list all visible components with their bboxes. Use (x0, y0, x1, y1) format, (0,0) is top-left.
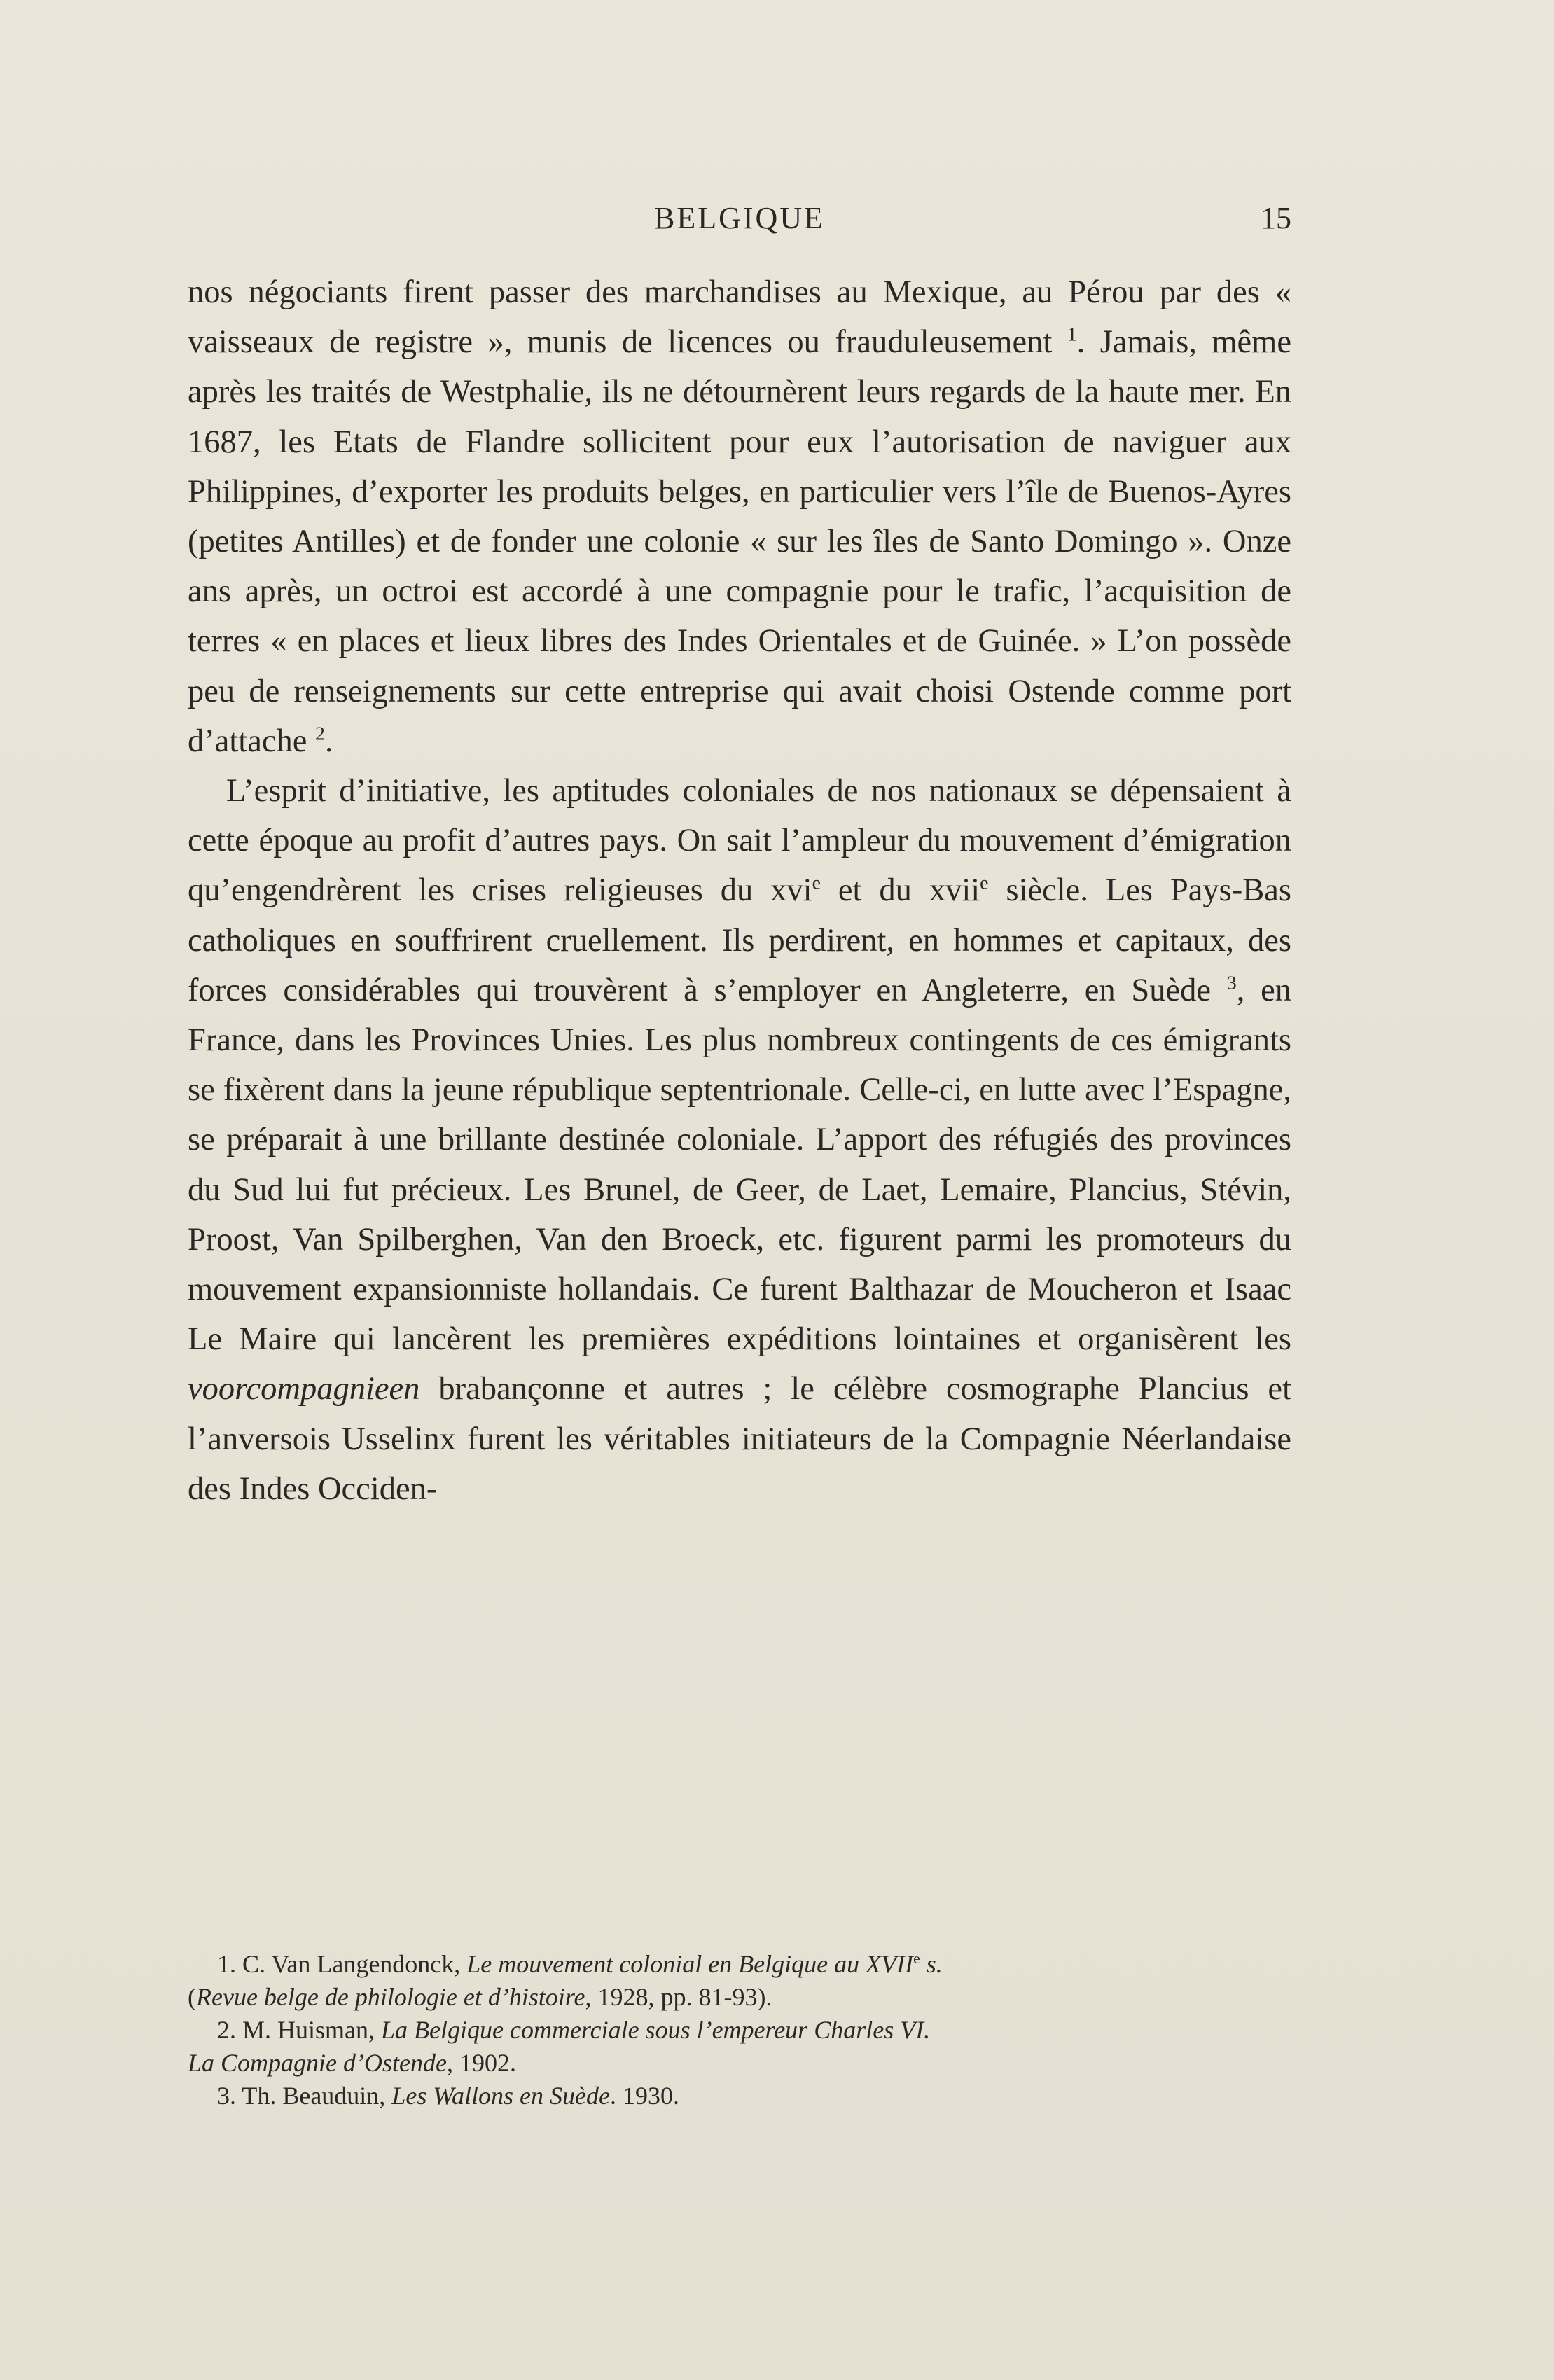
footnote-text: ( (188, 1983, 196, 2011)
footnote-journal: Revue belge de philologie et d’histoire (196, 1983, 585, 2011)
footnote-3 (188, 2080, 1291, 2113)
footnote-1 (188, 1948, 1291, 2014)
footnotes (188, 1948, 1291, 2113)
century-suffix: e (812, 872, 821, 894)
text-run: et du (820, 872, 929, 909)
footnote-ref-3: 3 (1226, 972, 1237, 994)
text-run: brabançonne et autres ; le célèbre cosmographe Plancius et l’anversois Usselinx furent les véritables initiateurs de la Compagnie Néerlandaise des Indes Occiden- (188, 1371, 1291, 1507)
century-numeral: xvi (770, 872, 812, 909)
text-run: L’esprit d’initiative, les aptitudes coloniales de nos nationaux se dépensaient à cette époque au profit d’autres pays. On sait l’ampleur du mouvement d’émigration qu’engendrèrent les crises religieuses du (188, 773, 1291, 909)
running-head: BELGIQUE (654, 201, 825, 235)
paragraph-2 (188, 766, 1291, 1514)
footnote-text: , 1902. (446, 2049, 516, 2077)
century-suffix: e (980, 872, 989, 894)
footnote-ref-2: 2 (315, 723, 325, 745)
text-run: , en France, dans les Provinces Unies. Les plus nombreux contingents de ces émigrants se fixèrent dans la jeune république septentrionale. Celle-ci, en lutte avec l’Espagne, se préparait à une brillante destinée coloniale. L’apport des réfugiés des provinces du Sud lui fut précieux. Les Brunel, de Geer, de Laet, Lemaire, Plancius, Stévin, Proost, Van Spilberghen, Van den Broeck, etc. figurent parmi les promoteurs du mouvement expansionniste hollandais. Ce furent Balthazar de Moucheron et Isaac Le Maire qui lancèrent les premières expéditions lointaines et organisèrent les (188, 972, 1291, 1358)
text-run: nos négociants firent passer des marchandises au Mexique, au Pérou par des « vaisseaux de registre », munis de licences ou frauduleusement (188, 274, 1291, 361)
footnote-ref-1: 1 (1067, 323, 1077, 346)
footnote-title: Les Wallons en Suède (391, 2082, 610, 2110)
page-header (188, 197, 1291, 239)
main-text (188, 267, 1291, 1514)
footnote-text: 1. C. Van Langendonck, (217, 1950, 467, 1978)
paragraph-1 (188, 267, 1291, 766)
text-run: siècle. Les Pays-Bas catholiques en souffrirent cruellement. Ils perdirent, en hommes et capitaux, des forces considérables qui trouvèrent à s’employer en Angleterre, en Suède (188, 872, 1292, 1008)
page-number: 15 (1261, 201, 1291, 235)
text-run: . Jamais, même après les traités de Westphalie, ils ne détournèrent leurs regards de la haute mer. En 1687, les Etats de Flandre sollicitent pour eux l’autorisation de naviguer aux Philippines, d’exporter les produits belges, en particulier vers l’île de Buenos-Ayres (petites Antilles) et de fonder une colonie « sur les îles de Santo Domingo ». Onze ans après, un octroi est accordé à une compagnie pour le trafic, l’acquisition de terres « en places et lieux libres des Indes Orientales et de Guinée. » L’on possède peu de renseignements sur cette entreprise qui avait choisi Ostende comme port d’attache (188, 324, 1291, 759)
footnote-title: s. (920, 1950, 943, 1978)
footnote-text: 2. M. Huisman, (217, 2016, 381, 2044)
footnote-text: 3. Th. Beauduin, (217, 2082, 392, 2110)
footnote-text: . 1930. (609, 2082, 679, 2110)
footnote-title: La Belgique commerciale sous l’empereur Charles VI. (381, 2016, 931, 2044)
footnote-text: , 1928, pp. 81-93). (585, 1983, 772, 2011)
text-run: . (324, 723, 333, 759)
century-numeral: xvii (929, 872, 980, 909)
italic-term: voorcompagnieen (188, 1371, 420, 1407)
footnote-2 (188, 2014, 1291, 2080)
footnote-sup: e (913, 1950, 920, 1967)
footnote-title: Le mouvement colonial en Belgique au XVII (466, 1950, 914, 1978)
footnote-title: La Compagnie d’Ostende (188, 2049, 447, 2077)
